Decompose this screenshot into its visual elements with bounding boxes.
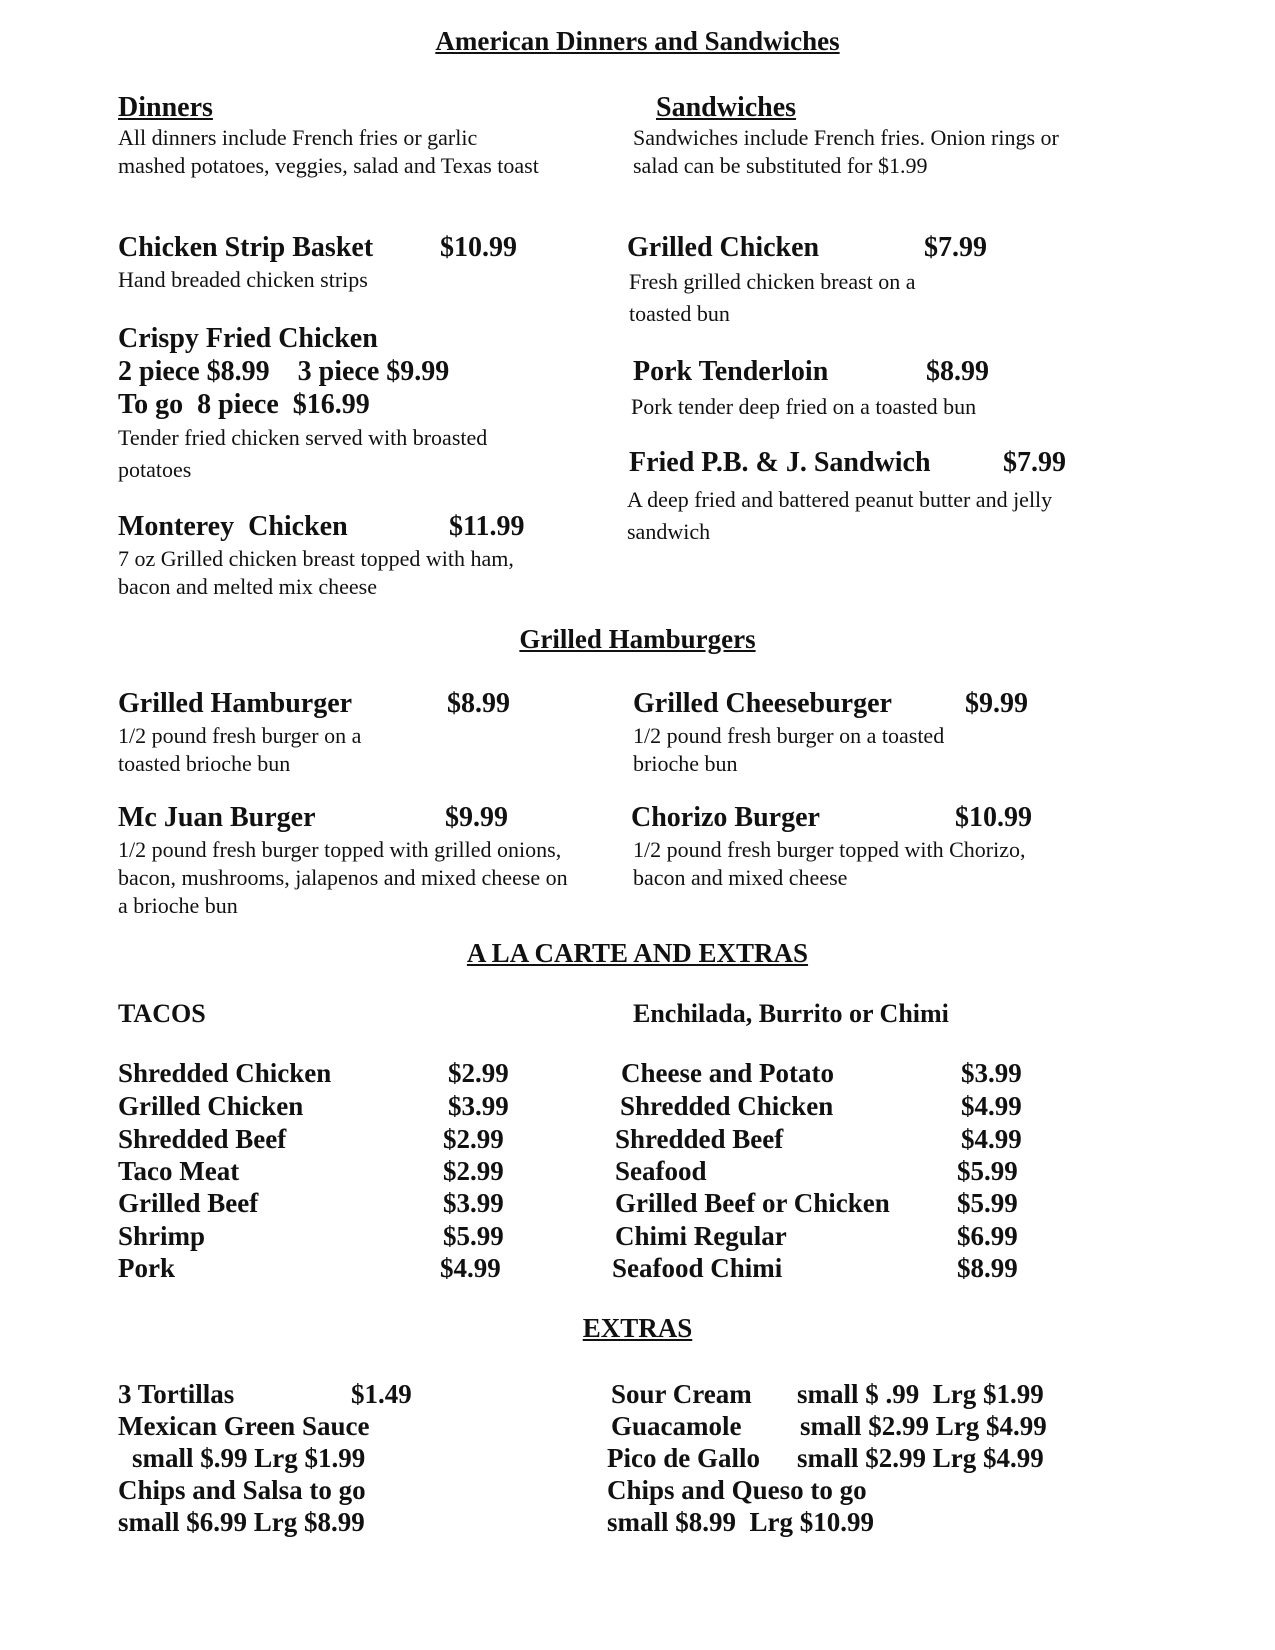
tacos-heading: TACOS — [118, 999, 206, 1028]
extra-item-price: small $.99 Lrg $1.99 — [132, 1443, 366, 1473]
taco-item-name: Grilled Beef — [118, 1188, 259, 1218]
sandwich-item-name: Pork Tenderloin — [633, 356, 829, 387]
taco-item-name: Shrimp — [118, 1221, 206, 1251]
extra-item-name: Mexican Green Sauce — [118, 1411, 370, 1441]
enchilada-item-price: $6.99 — [957, 1221, 1018, 1251]
taco-item-price: $3.99 — [443, 1188, 504, 1218]
sandwiches-heading: Sandwiches — [656, 92, 797, 123]
enchilada-item-name: Seafood Chimi — [612, 1253, 783, 1283]
enchilada-item-price: $8.99 — [957, 1253, 1018, 1283]
taco-item-name: Shredded Chicken — [118, 1058, 332, 1088]
burger-item-desc: 1/2 pound fresh burger topped with Chorizo, bacon and mixed cheese — [633, 837, 1026, 890]
extra-item-name: Guacamole — [611, 1411, 742, 1441]
sandwich-item-price: $7.99 — [924, 232, 987, 263]
dinner-item-name: Chicken Strip Basket — [118, 232, 374, 263]
sandwich-item-name: Grilled Chicken — [627, 232, 820, 263]
extra-item-name: Sour Cream — [611, 1379, 752, 1409]
enchilada-item-name: Chimi Regular — [615, 1221, 787, 1251]
burger-item-price: $10.99 — [955, 802, 1032, 833]
enchilada-item-price: $5.99 — [957, 1188, 1018, 1218]
enchilada-item-name: Cheese and Potato — [621, 1058, 834, 1088]
taco-item-price: $3.99 — [448, 1091, 509, 1121]
sandwich-item-desc: Fresh grilled chicken breast on a toasted bun — [629, 269, 916, 326]
extra-item-name: 3 Tortillas — [118, 1379, 235, 1409]
dinners-intro: All dinners include French fries or garlic mashed potatoes, veggies, salad and Texas toast — [118, 125, 539, 178]
burger-item-name: Mc Juan Burger — [118, 802, 316, 833]
burger-item-desc: 1/2 pound fresh burger on a toasted brioche bun — [118, 723, 362, 776]
sandwich-item-price: $7.99 — [1003, 447, 1066, 478]
dinner-item-desc: 7 oz Grilled chicken breast topped with ham, bacon and melted mix cheese — [118, 546, 514, 599]
enchilada-item-price: $4.99 — [961, 1091, 1022, 1121]
taco-item-name: Grilled Chicken — [118, 1091, 304, 1121]
extra-item-name: Pico de Gallo — [607, 1443, 760, 1473]
taco-item-price: $5.99 — [443, 1221, 504, 1251]
crispy-chicken-title: Crispy Fried Chicken — [118, 323, 378, 354]
extra-item-price: small $2.99 Lrg $4.99 — [800, 1411, 1047, 1441]
sandwiches-intro: Sandwiches include French fries. Onion rings or salad can be substituted for $1.99 — [633, 125, 1059, 178]
burger-item-name: Grilled Cheeseburger — [633, 688, 892, 719]
burger-item-name: Chorizo Burger — [631, 802, 820, 833]
enchilada-item-name: Shredded Chicken — [620, 1091, 834, 1121]
extra-item-price: small $2.99 Lrg $4.99 — [797, 1443, 1044, 1473]
dinners-heading: Dinners — [118, 92, 213, 123]
sandwich-item-desc: A deep fried and battered peanut butter and jelly sandwich — [627, 487, 1053, 544]
sandwich-item-desc: Pork tender deep fried on a toasted bun — [631, 394, 977, 419]
crispy-chicken-prices: 2 piece $8.99 3 piece $9.99 — [118, 356, 450, 387]
crispy-chicken-desc: Tender fried chicken served with broasted potatoes — [118, 425, 488, 482]
enchilada-heading: Enchilada, Burrito or Chimi — [633, 999, 949, 1028]
dinner-item-price: $10.99 — [440, 232, 517, 263]
extra-item-price: small $ .99 Lrg $1.99 — [797, 1379, 1044, 1409]
taco-item-name: Taco Meat — [118, 1156, 240, 1186]
enchilada-item-name: Seafood — [615, 1156, 707, 1186]
taco-item-name: Shredded Beef — [118, 1124, 287, 1154]
alacarte-heading: A LA CARTE AND EXTRAS — [466, 938, 809, 968]
burger-item-desc: 1/2 pound fresh burger on a toasted brioche bun — [633, 723, 945, 776]
extra-item-price: $1.49 — [351, 1379, 412, 1409]
hamburgers-heading: Grilled Hamburgers — [519, 624, 756, 654]
enchilada-item-price: $4.99 — [961, 1124, 1022, 1154]
taco-item-price: $2.99 — [443, 1124, 504, 1154]
taco-item-price: $2.99 — [443, 1156, 504, 1186]
enchilada-item-name: Grilled Beef or Chicken — [615, 1188, 890, 1218]
burger-item-name: Grilled Hamburger — [118, 688, 353, 719]
crispy-chicken-togo: To go 8 piece $16.99 — [118, 389, 370, 420]
extra-item-price: small $8.99 Lrg $10.99 — [607, 1507, 874, 1537]
burger-item-price: $9.99 — [445, 802, 508, 833]
burger-item-price: $9.99 — [965, 688, 1028, 719]
burger-item-price: $8.99 — [447, 688, 510, 719]
sandwich-item-name: Fried P.B. & J. Sandwich — [629, 447, 931, 478]
extras-heading: EXTRAS — [582, 1313, 693, 1343]
dinner-item-price: $11.99 — [449, 511, 525, 542]
extra-item-name: Chips and Salsa to go — [118, 1475, 366, 1505]
enchilada-item-price: $3.99 — [961, 1058, 1022, 1088]
dinner-item-name: Monterey Chicken — [118, 511, 348, 542]
page-title: American Dinners and Sandwiches — [435, 26, 840, 56]
extra-item-name: Chips and Queso to go — [607, 1475, 867, 1505]
taco-item-name: Pork — [118, 1253, 175, 1283]
dinner-item-desc: Hand breaded chicken strips — [118, 267, 368, 292]
enchilada-item-name: Shredded Beef — [615, 1124, 784, 1154]
taco-item-price: $4.99 — [440, 1253, 501, 1283]
sandwich-item-price: $8.99 — [926, 356, 989, 387]
burger-item-desc: 1/2 pound fresh burger topped with grilled onions, bacon, mushrooms, jalapenos and mixed cheese on a brioche bun — [118, 837, 568, 918]
enchilada-item-price: $5.99 — [957, 1156, 1018, 1186]
taco-item-price: $2.99 — [448, 1058, 509, 1088]
extra-item-price: small $6.99 Lrg $8.99 — [118, 1507, 365, 1537]
